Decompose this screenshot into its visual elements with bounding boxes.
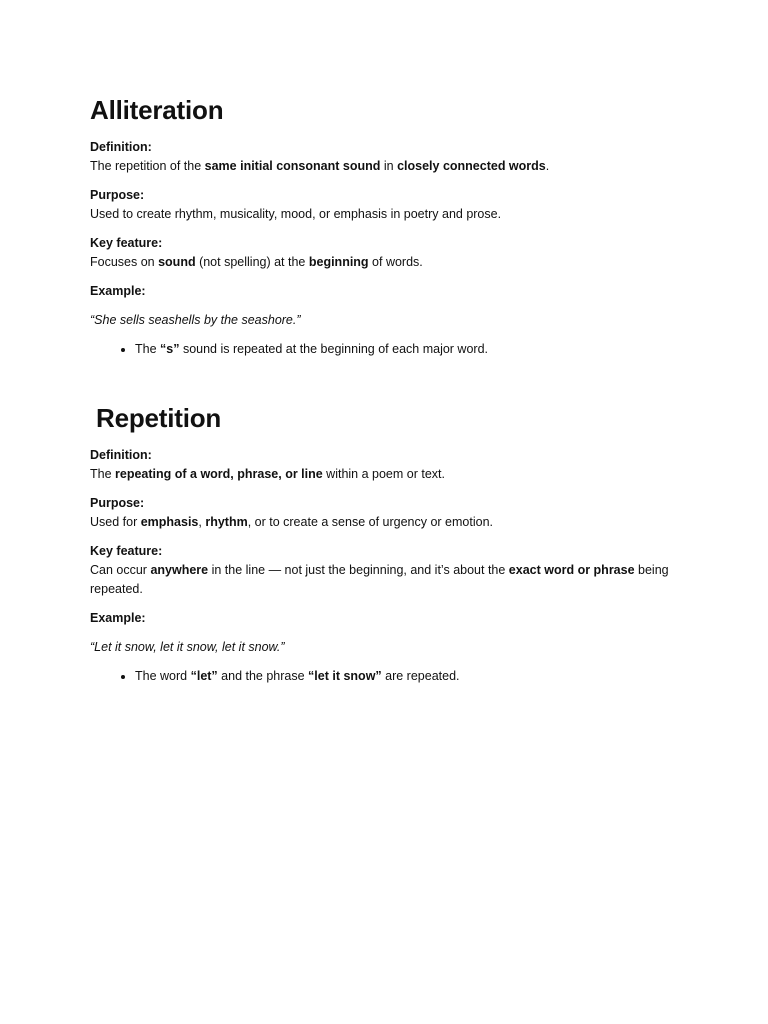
- example-label: Example:: [90, 284, 146, 298]
- bold-run: repeating of a word, phrase, or line: [115, 467, 323, 481]
- key-feature-text: [90, 563, 669, 596]
- repetition-definition: [90, 446, 690, 484]
- key-feature-label: Key feature:: [90, 544, 163, 558]
- text-run: (not spelling) at the: [195, 255, 309, 269]
- bold-run: exact word or phrase: [508, 563, 635, 577]
- purpose-text: [90, 515, 493, 529]
- purpose-label: Purpose:: [90, 496, 145, 510]
- alliteration-section: [90, 94, 690, 359]
- alliteration-key-feature: [90, 234, 690, 272]
- text-run: The repetition of the: [90, 159, 205, 173]
- text-run: ,: [198, 515, 206, 529]
- text-run: , or to create a sense of urgency or emotion.: [247, 515, 493, 529]
- bold-run: sound: [158, 255, 196, 269]
- text-run: within a poem or text.: [322, 467, 445, 481]
- text-run: .: [545, 159, 550, 173]
- text-run: are repeated.: [381, 669, 460, 683]
- example-label: Example:: [90, 611, 146, 625]
- bold-run: “let it snow”: [308, 669, 382, 683]
- list-item: [135, 667, 690, 686]
- purpose-label: Purpose:: [90, 188, 145, 202]
- bold-run: closely connected words: [397, 159, 546, 173]
- text-run: Focuses on: [90, 255, 159, 269]
- text-run: The: [135, 342, 161, 356]
- alliteration-title: Alliteration: [90, 95, 224, 125]
- text-run: Can occur: [90, 563, 151, 577]
- example-quote: “Let it snow, let it snow, let it snow.”: [90, 640, 285, 654]
- bold-run: “s”: [160, 342, 180, 356]
- definition-text: [90, 159, 549, 173]
- key-feature-label: Key feature:: [90, 236, 163, 250]
- bold-run: “let”: [190, 669, 218, 683]
- example-quote: “She sells seashells by the seashore.”: [90, 313, 301, 327]
- example-bullet-list: [90, 340, 690, 359]
- text-run: The word: [135, 669, 191, 683]
- key-feature-text: [90, 255, 423, 269]
- bold-run: anywhere: [150, 563, 209, 577]
- example-bullet-list: [90, 667, 690, 686]
- text-run: of words.: [368, 255, 423, 269]
- definition-label: Definition:: [90, 448, 152, 462]
- bold-run: beginning: [308, 255, 369, 269]
- definition-text: [90, 467, 445, 481]
- text-run: in: [380, 159, 398, 173]
- text-run: sound is repeated at the beginning of each major word.: [179, 342, 489, 356]
- alliteration-definition: [90, 138, 690, 176]
- text-run: in the line — not just the beginning, and it’s about the: [208, 563, 509, 577]
- repetition-purpose: [90, 494, 690, 532]
- text-run: and the phrase: [217, 669, 309, 683]
- text-run: The: [90, 467, 116, 481]
- bold-run: same initial consonant sound: [204, 159, 381, 173]
- bold-run: emphasis: [140, 515, 199, 529]
- bold-run: rhythm: [205, 515, 248, 529]
- repetition-title: Repetition: [96, 403, 222, 433]
- list-item: [135, 340, 690, 359]
- repetition-example: [90, 609, 690, 628]
- alliteration-purpose: [90, 186, 690, 224]
- definition-label: Definition:: [90, 140, 152, 154]
- text-run: being repeated.: [90, 563, 669, 596]
- repetition-section: [90, 402, 690, 686]
- repetition-key-feature: [90, 542, 690, 599]
- alliteration-example: [90, 282, 690, 301]
- purpose-text: Used to create rhythm, musicality, mood, or emphasis in poetry and prose.: [90, 207, 502, 221]
- text-run: Used for: [90, 515, 141, 529]
